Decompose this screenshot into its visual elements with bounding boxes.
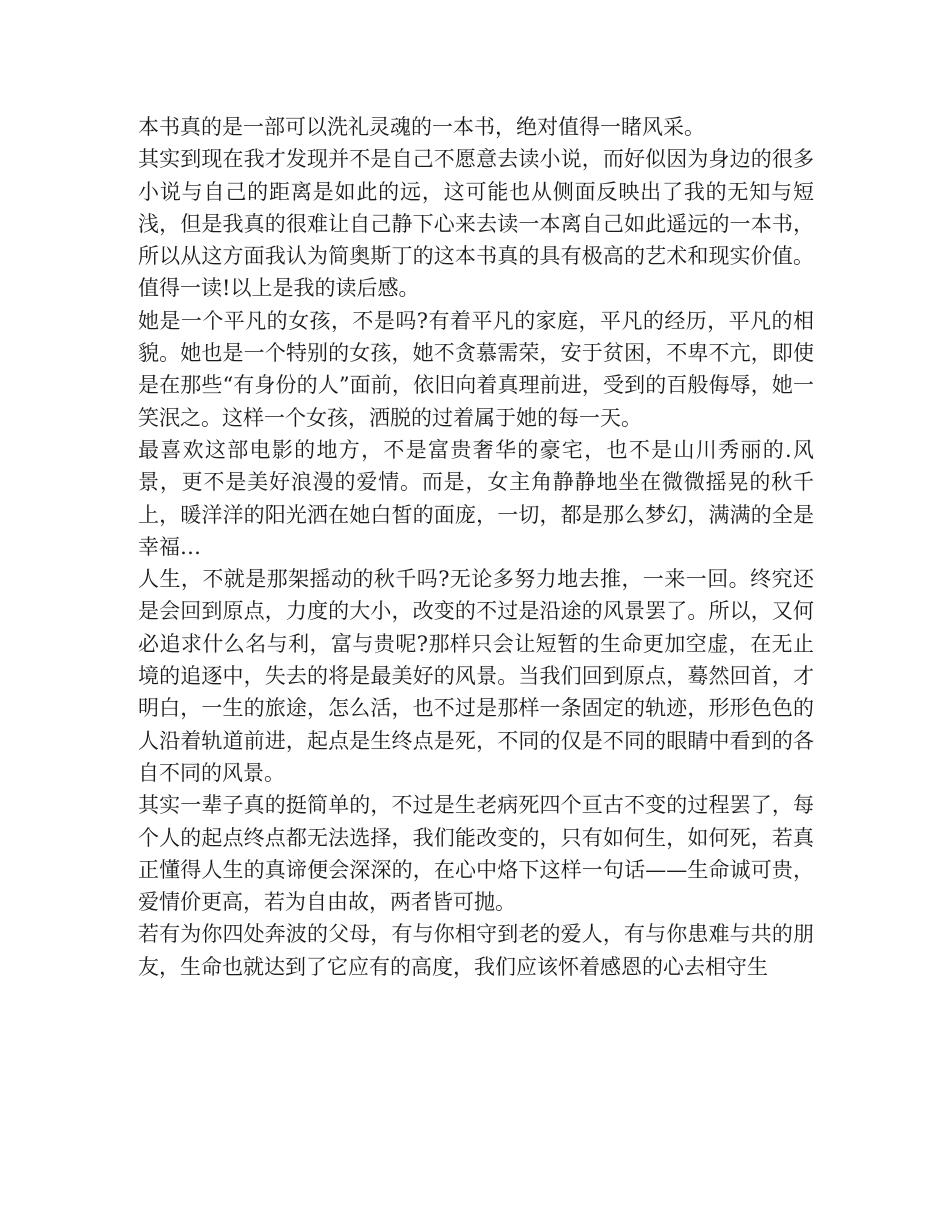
paragraph-1: 本书真的是一部可以洗礼灵魂的一本书，绝对值得一睹风采。 — [138, 115, 705, 139]
paragraph-7: 若有为你四处奔波的父母，有与你相守到老的爱人，有与你患难与共的朋友，生命也就达到了它应有的高度，我们应该怀着感恩的心去相守生 — [138, 922, 814, 979]
paragraph-2: 其实到现在我才发现并不是自己不愿意去读小说，而好似因为身边的很多小说与自己的距离是如此的远，这可能也从侧面反映出了我的无知与短浅，但是我真的很难让自己静下心来去读一本离自己如此遥远的一本书，所以从这方面我认为简奥斯丁的这本书真的具有极高的艺术和现实价值。值得一读!以上是我的读后感。 — [138, 147, 814, 301]
paragraph-6: 其实一辈子真的挺简单的，不过是生老病死四个亘古不变的过程罢了，每个人的起点终点都无法选择，我们能改变的，只有如何生，如何死，若真正懂得人生的真谛便会深深的，在心中烙下这样一句话——生命诚可贵，爱情价更高，若为自由故，两者皆可抛。 — [138, 793, 814, 915]
paragraph-5: 人生，不就是那架摇动的秋千吗?无论多努力地去推，一来一回。终究还是会回到原点，力度的大小，改变的不过是沿途的风景罢了。所以，又何必追求什么名与利，富与贵呢?那样只会让短暂的生命更加空虚，在无止境的追逐中，失去的将是最美好的风景。当我们回到原点，蓦然回首，才明白，一生的旅途，怎么活，也不过是那样一条固定的轨迹，形形色色的人沿着轨道前进，起点是生终点是死，不同的仅是不同的眼睛中看到的各自不同的风景。 — [138, 567, 814, 785]
paragraph-3: 她是一个平凡的女孩，不是吗?有着平凡的家庭，平凡的经历，平凡的相貌。她也是一个特别的女孩，她不贪慕需荣，安于贫困，不卑不亢，即使是在那些“有身份的人”面前，依旧向着真理前进，受到的百般侮辱，她一笑泯之。这样一个女孩，洒脱的过着属于她的每一天。 — [138, 308, 814, 430]
body-text — [138, 111, 814, 983]
paragraph-4: 最喜欢这部电影的地方，不是富贵奢华的豪宅，也不是山川秀丽的.风景，更不是美好浪漫的爱情。而是，女主角静静地坐在微微摇晃的秋千上，暖洋洋的阳光洒在她白皙的面庞，一切，都是那么梦幻，满满的全是幸福… — [138, 437, 814, 559]
